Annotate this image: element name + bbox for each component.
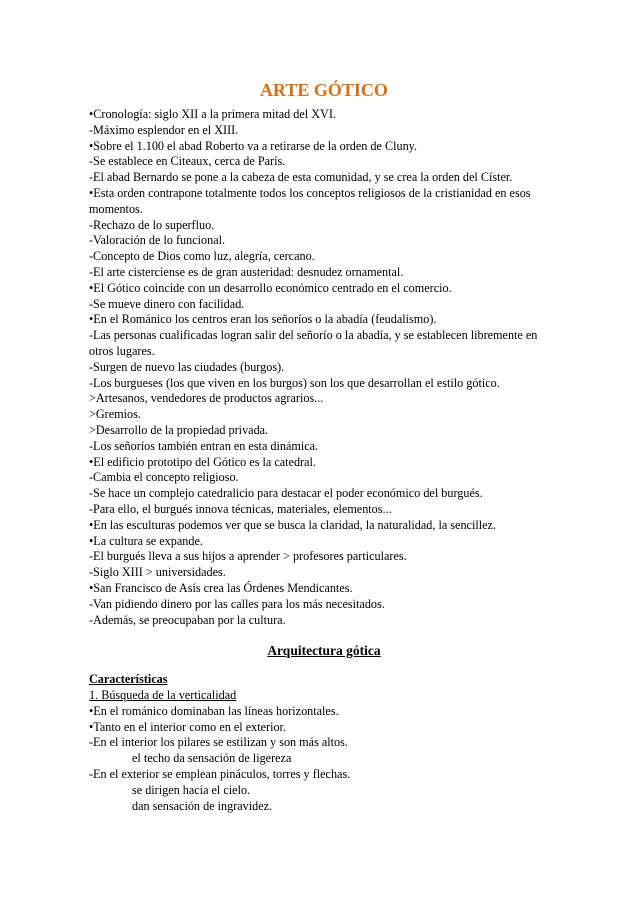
section-title: Arquitectura gótica bbox=[267, 643, 381, 659]
text-line: -Cambia el concepto religioso. bbox=[89, 470, 239, 485]
text-line: -Además, se preocupaban por la cultura. bbox=[89, 612, 286, 627]
text-line: >Artesanos, vendedores de productos agrarios... bbox=[89, 391, 324, 406]
text-line: -El arte cisterciense es de gran austeridad: desnudez ornamental. bbox=[89, 264, 404, 279]
text-line: -Los señoríos también entran en esta dinámica. bbox=[89, 438, 319, 453]
text-line: •Tanto en el interior como en el exterior. bbox=[89, 719, 286, 734]
document-page bbox=[89, 78, 559, 814]
text-line: -Siglo XIII > universidades. bbox=[89, 565, 226, 580]
text-line: -En el exterior se emplean pináculos, torres y flechas. bbox=[89, 767, 351, 782]
point-heading: 1. Búsqueda de la verticalidad bbox=[89, 688, 237, 703]
text-line: •En el Románico los centros eran los señoríos o la abadía (feudalismo). bbox=[89, 312, 437, 327]
text-line: •Sobre el 1.100 el abad Roberto va a retirarse de la orden de Cluny. bbox=[89, 138, 418, 153]
text-line: •Cronología: siglo XII a la primera mitad del XVI. bbox=[89, 107, 336, 121]
characteristics-heading: Características bbox=[89, 672, 168, 687]
text-line: -Surgen de nuevo las ciudades (burgos). bbox=[89, 359, 285, 374]
text-line: -Las personas cualificadas logran salir del señorío o la abadía, y se establecen libremente en otros lugares. bbox=[89, 328, 538, 358]
text-line: -En el interior los pilares se estilizan y son más altos. bbox=[89, 735, 348, 750]
text-line: -Valoración de lo funcional. bbox=[89, 233, 226, 248]
text-line: •En las esculturas podemos ver que se busca la claridad, la naturalidad, la sencillez. bbox=[89, 517, 496, 532]
text-line: -El burgués lleva a sus hijos a aprender > profesores particulares. bbox=[89, 549, 407, 564]
text-line: -Concepto de Dios como luz, alegría, cercano. bbox=[89, 249, 315, 264]
text-line: >Desarrollo de la propiedad privada. bbox=[89, 422, 269, 437]
text-line: -Máximo esplendor en el XIII. bbox=[89, 122, 239, 137]
text-line: •El edificio prototipo del Gótico es la catedral. bbox=[89, 454, 316, 469]
text-line: •En el románico dominaban las líneas horizontales. bbox=[89, 703, 339, 718]
text-line: -El abad Bernardo se pone a la cabeza de esta comunidad, y se crea la orden del Císter. bbox=[89, 170, 513, 185]
text-line: -Se mueve dinero con facilidad. bbox=[89, 296, 245, 311]
indented-line: se dirigen hacia el cielo. bbox=[132, 782, 251, 797]
document-title: ARTE GÓTICO bbox=[260, 80, 388, 100]
text-line: •San Francisco de Asís crea las Órdenes Mendicantes. bbox=[89, 580, 353, 595]
text-line: •Esta orden contrapone totalmente todos los conceptos religiosos de la cristianidad en esos momentos. bbox=[89, 185, 531, 216]
text-line: -Se establece en Citeaux, cerca de París. bbox=[89, 154, 286, 169]
indented-line: dan sensación de ingravidez. bbox=[132, 798, 273, 813]
text-line: •La cultura se expande. bbox=[89, 533, 203, 548]
text-line: -Los burgueses (los que viven en los burgos) son los que desarrollan el estilo gótico. bbox=[89, 375, 500, 390]
text-line: -Rechazo de lo superfluo. bbox=[89, 217, 215, 232]
indented-line: el techo da sensación de ligereza bbox=[132, 751, 292, 766]
text-line: -Van pidiendo dinero por las calles para los más necesitados. bbox=[89, 596, 385, 611]
text-line: >Gremios. bbox=[89, 407, 141, 422]
text-line: -Para ello, el burgués innova técnicas, materiales, elementos... bbox=[89, 501, 392, 516]
text-line: •El Gótico coincide con un desarrollo económico centrado en el comercio. bbox=[89, 280, 452, 295]
text-line: -Se hace un complejo catedralicio para destacar el poder económico del burgués. bbox=[89, 486, 483, 501]
